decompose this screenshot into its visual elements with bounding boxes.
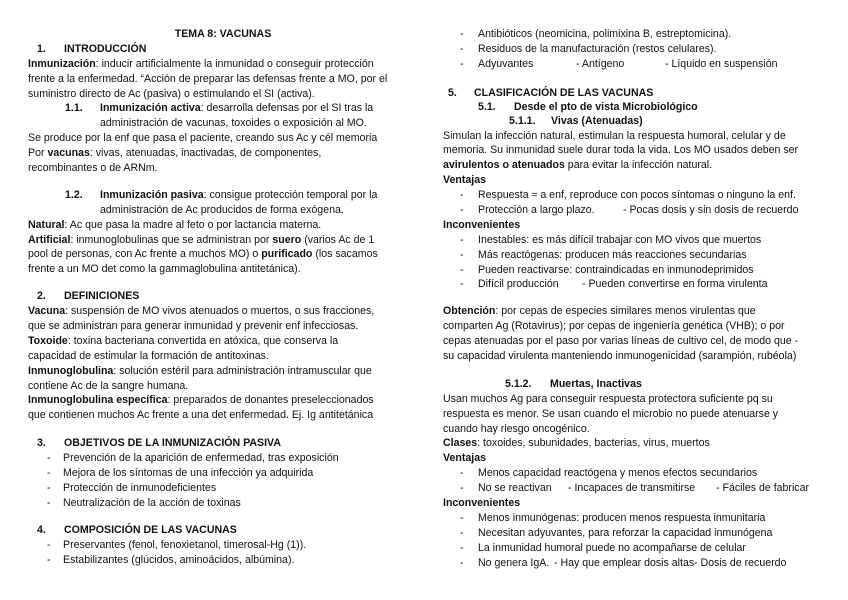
subsection-5-1-1 xyxy=(443,114,838,129)
paragraph-line xyxy=(443,436,838,451)
paragraph-line: respuesta es menor. Se usan cuando el microbio no puede atenuarse y xyxy=(443,407,779,420)
term: Natural xyxy=(28,218,65,231)
text: Protección a largo plazo. xyxy=(478,204,595,217)
text: - Fáciles de fabricar xyxy=(716,482,810,495)
document-title: TEMA 8: VACUNAS xyxy=(174,28,272,40)
paragraph-line xyxy=(28,146,428,161)
paragraph-line: su capacidad virulenta manteniendo inmunogenicidad (sarampión, rubéola) xyxy=(443,350,797,363)
text: Neutralización de la acción de toxinas xyxy=(63,496,241,509)
text: Adyuvantes xyxy=(478,57,534,70)
paragraph-line xyxy=(28,57,428,72)
text: pool de personas, con Ac frente a muchos MO) o xyxy=(28,248,262,261)
text: - Líquido en suspensión xyxy=(665,57,778,70)
text: : inmunoglobulinas que se administran por xyxy=(70,233,273,246)
list-item xyxy=(28,481,428,496)
term: purificado xyxy=(261,248,313,261)
section-title: CLASIFICACIÓN DE LAS VACUNAS xyxy=(474,86,654,99)
text: : solución estéril para administración intramuscular que xyxy=(113,364,372,377)
section-title: COMPOSICIÓN DE LAS VACUNAS xyxy=(64,523,237,536)
text: Residuos de la manufacturación (restos celulares). xyxy=(478,42,717,55)
text: : inducir artificialmente la inmunidad o conseguir protección xyxy=(95,57,374,70)
term: Inmunización xyxy=(28,57,96,70)
paragraph-line: que se administran para generar inmunidad y prevenir enf infecciosas. xyxy=(28,320,359,333)
inconvenientes-label xyxy=(443,218,838,233)
list-item xyxy=(443,511,838,526)
text: Prevención de la aparición de enfermedad, tras exposición xyxy=(63,452,339,465)
text: Respuesta ≈ a enf, reproduce con pocos síntomas o ninguno la enf. xyxy=(478,189,796,202)
text: : preparados de donantes preseleccionados xyxy=(167,394,374,407)
list-item xyxy=(28,538,428,553)
section-3-heading xyxy=(28,436,428,451)
section-5-heading xyxy=(443,86,838,100)
section-title: Muertas, Inactivas xyxy=(550,377,642,390)
section-2-heading xyxy=(28,289,428,304)
paragraph-line: contiene Ac de la sangre humana. xyxy=(28,379,189,392)
text: Protección de inmunodeficientes xyxy=(63,481,217,494)
text: Difícil producción xyxy=(478,278,559,291)
term: Toxoide xyxy=(28,334,68,347)
section-1-heading xyxy=(28,42,428,57)
definition xyxy=(28,334,428,349)
text: : consigue protección temporal por la xyxy=(203,188,378,201)
section-number: 4. xyxy=(37,523,46,536)
paragraph-line: comparten Ag (Rotavirus); por cepas de ingeniería genética (VHB); o por xyxy=(443,320,785,333)
term: Inmunoglobulina xyxy=(28,364,114,377)
paragraph-line xyxy=(28,218,428,233)
bullet-dash: - xyxy=(460,278,464,291)
text: : toxoides, subunidades, bacterias, virus, muertos xyxy=(477,437,710,450)
term: Inconvenientes xyxy=(443,497,521,510)
bullet-dash: - xyxy=(460,263,464,276)
bullet-dash: - xyxy=(460,541,464,554)
list-item xyxy=(28,496,428,511)
bullet-dash: - xyxy=(460,57,464,70)
bullet-dash: - xyxy=(460,189,464,202)
term: Obtención xyxy=(443,305,496,318)
list-item xyxy=(28,553,428,568)
term: Clases xyxy=(443,437,478,450)
bullet-dash: - xyxy=(47,481,51,494)
section-number: 5.1.2. xyxy=(505,377,532,390)
text: - Pueden convertirse en forma virulenta xyxy=(582,278,768,291)
subsection-5-1-2 xyxy=(443,377,838,392)
right-column xyxy=(443,27,838,571)
section-number: 3. xyxy=(37,437,46,450)
text: : vivas, atenuadas, inactivadas, de componentes, xyxy=(89,147,322,160)
list-item xyxy=(443,277,838,292)
text: La inmunidad humoral puede no acompañarse de celular xyxy=(478,541,746,554)
text: (varios Ac de 1 xyxy=(301,233,375,246)
bullet-dash: - xyxy=(47,538,51,551)
text: : por cepas de especies similares menos virulentas que xyxy=(495,305,756,318)
paragraph-line: administración de Ac producidos de forma exógena. xyxy=(100,203,344,216)
bullet-dash: - xyxy=(460,233,464,246)
term: Ventajas xyxy=(443,174,486,187)
section-title: OBJETIVOS DE LA INMUNIZACIÓN PASIVA xyxy=(64,437,281,450)
section-4-heading xyxy=(28,523,428,538)
left-column xyxy=(28,27,428,567)
bullet-dash: - xyxy=(47,553,51,566)
term: vacunas xyxy=(47,147,90,160)
section-number: 1.1. xyxy=(65,102,83,115)
bullet-dash: - xyxy=(47,452,51,465)
inconvenientes-label xyxy=(443,496,838,511)
section-number: 5.1.1. xyxy=(509,114,536,127)
text: Más reactógenas: producen más reacciones secundarias xyxy=(478,248,747,261)
term: Inmunización pasiva xyxy=(100,188,204,201)
text: - Antígeno xyxy=(576,57,625,70)
bullet-dash: - xyxy=(460,248,464,261)
paragraph-line: frente a un MO det como la gammaglobulina antitetánica). xyxy=(28,263,301,276)
list-item xyxy=(443,556,838,571)
paragraph-line xyxy=(28,233,428,248)
section-number: 1.2. xyxy=(65,188,83,201)
text: : toxina bacteriana convertida en atóxica, que conserva la xyxy=(67,334,339,347)
section-number: 5. xyxy=(448,86,457,99)
text: Mejora de los síntomas de una infección ya adquirida xyxy=(63,467,314,480)
bullet-dash: - xyxy=(460,511,464,524)
text: - Hay que emplear dosis altas xyxy=(554,556,695,569)
paragraph-line: administración de vacunas, toxoides o exposición al MO. xyxy=(100,117,367,130)
list-item xyxy=(443,42,838,57)
paragraph-line xyxy=(28,247,428,262)
text: Menos capacidad reactógena y menos efectos secundarios xyxy=(478,467,758,480)
text: - Incapaces de transmitirse xyxy=(568,482,696,495)
text: : suspensión de MO vivos atenuados o muertos, o sus fracciones, xyxy=(65,305,375,318)
bullet-dash: - xyxy=(460,526,464,539)
list-item xyxy=(443,263,838,278)
list-item xyxy=(443,27,838,42)
term: Vacuna xyxy=(28,305,66,318)
text: : desarrolla defensas por el SI tras la xyxy=(200,102,374,115)
subsection-5-1 xyxy=(443,100,838,114)
text: : Ac que pasa la madre al feto o por lactancia materna. xyxy=(64,218,322,231)
paragraph-line xyxy=(443,304,838,319)
text: Inestables: es más difícil trabajar con MO vivos que muertos xyxy=(478,233,762,246)
term: suero xyxy=(272,233,302,246)
term: Inmunoglobulina específica xyxy=(28,394,168,407)
definition xyxy=(28,304,428,319)
bullet-dash: - xyxy=(47,467,51,480)
text: No genera IgA. xyxy=(478,556,550,569)
list-item xyxy=(443,57,838,72)
list-item xyxy=(443,466,838,481)
text: - Dosis de recuerdo xyxy=(694,556,787,569)
paragraph-line: Se produce por la enf que pasa el paciente, creando sus Ac y cél memoria xyxy=(28,132,378,145)
text: Antibióticos (neomicina, polimixina B, estreptomicina). xyxy=(478,28,732,40)
term: Inconvenientes xyxy=(443,218,521,231)
paragraph-line: Simulan la infección natural, estimulan la respuesta humoral, celular y de xyxy=(443,129,786,142)
text: Menos inmunógenas: producen menos respuesta inmunitaria xyxy=(478,511,766,524)
term: avirulentos o atenuados xyxy=(443,159,565,172)
ventajas-label xyxy=(443,173,838,188)
definition xyxy=(28,364,428,379)
paragraph-line: Usan muchos Ag para conseguir respuesta protectora suficiente pq su xyxy=(443,392,773,405)
list-item xyxy=(443,248,838,263)
bullet-dash: - xyxy=(460,467,464,480)
section-number: 5.1. xyxy=(478,100,496,113)
section-title: INTRODUCCIÓN xyxy=(64,42,147,55)
bullet-dash: - xyxy=(460,556,464,569)
section-number: 2. xyxy=(37,290,46,303)
bullet-dash: - xyxy=(460,42,464,55)
list-item xyxy=(443,233,838,248)
list-item xyxy=(28,466,428,481)
paragraph-line xyxy=(443,158,838,173)
text: (los sacamos xyxy=(312,248,378,261)
text: - Pocas dosis y sin dosis de recuerdo xyxy=(623,204,799,217)
text: Necesitan adyuvantes, para reforzar la capacidad inmunógena xyxy=(478,526,773,539)
text: Estabilizantes (glúcidos, aminoácidos, albúmina). xyxy=(63,553,295,566)
list-item xyxy=(443,188,838,203)
text: Preservantes (fenol, fenoxietanol, timerosal-Hg (1)). xyxy=(63,538,307,551)
text: para evitar la infección natural. xyxy=(564,159,713,172)
section-title: DEFINICIONES xyxy=(64,290,140,303)
section-number: 1. xyxy=(37,42,46,55)
bullet-dash: - xyxy=(460,482,464,495)
paragraph-line: recombinantes o de ARNm. xyxy=(28,162,158,175)
paragraph-line: cuando hay riesgo oncogénico. xyxy=(443,422,590,435)
subsection-1-2 xyxy=(28,188,428,203)
term: Ventajas xyxy=(443,452,486,465)
list-item xyxy=(443,203,838,218)
term: Artificial xyxy=(28,233,71,246)
term: Inmunización activa xyxy=(100,102,201,115)
paragraph-line: cepas atenuadas por el paso por varias líneas de cultivo cel, de modo que - xyxy=(443,335,799,348)
section-title: Vivas (Atenuadas) xyxy=(551,114,643,127)
text: Pueden reactivarse: contraindicadas en inmunodeprimidos xyxy=(478,263,754,276)
paragraph-line: frente a la enfermedad. “Acción de preparar las defensas frente a MO, por el xyxy=(28,72,388,85)
bullet-dash: - xyxy=(460,28,464,40)
bullet-dash: - xyxy=(460,204,464,217)
list-item xyxy=(443,541,838,556)
list-item xyxy=(28,451,428,466)
bullet-dash: - xyxy=(47,496,51,509)
text: No se reactivan xyxy=(478,482,552,495)
paragraph-line: capacidad de estimular la formación de antitoxinas. xyxy=(28,349,269,362)
list-item xyxy=(443,526,838,541)
subsection-1-1 xyxy=(28,101,428,116)
paragraph-line: que contienen muchos Ac frente a una det enfermedad. Ej. Ig antitetánica xyxy=(28,409,374,422)
paragraph-line: suministro directo de Ac (pasiva) o estimulando el SI (activa). xyxy=(28,87,315,100)
list-item xyxy=(443,481,838,496)
paragraph-line: memoria. Su inmunidad suele durar toda la vida. Los MO usados deben ser xyxy=(443,144,799,157)
ventajas-label xyxy=(443,451,838,466)
text: Por xyxy=(28,147,48,160)
definition xyxy=(28,393,428,408)
section-title: Desde el pto de vista Microbiológico xyxy=(514,100,698,113)
